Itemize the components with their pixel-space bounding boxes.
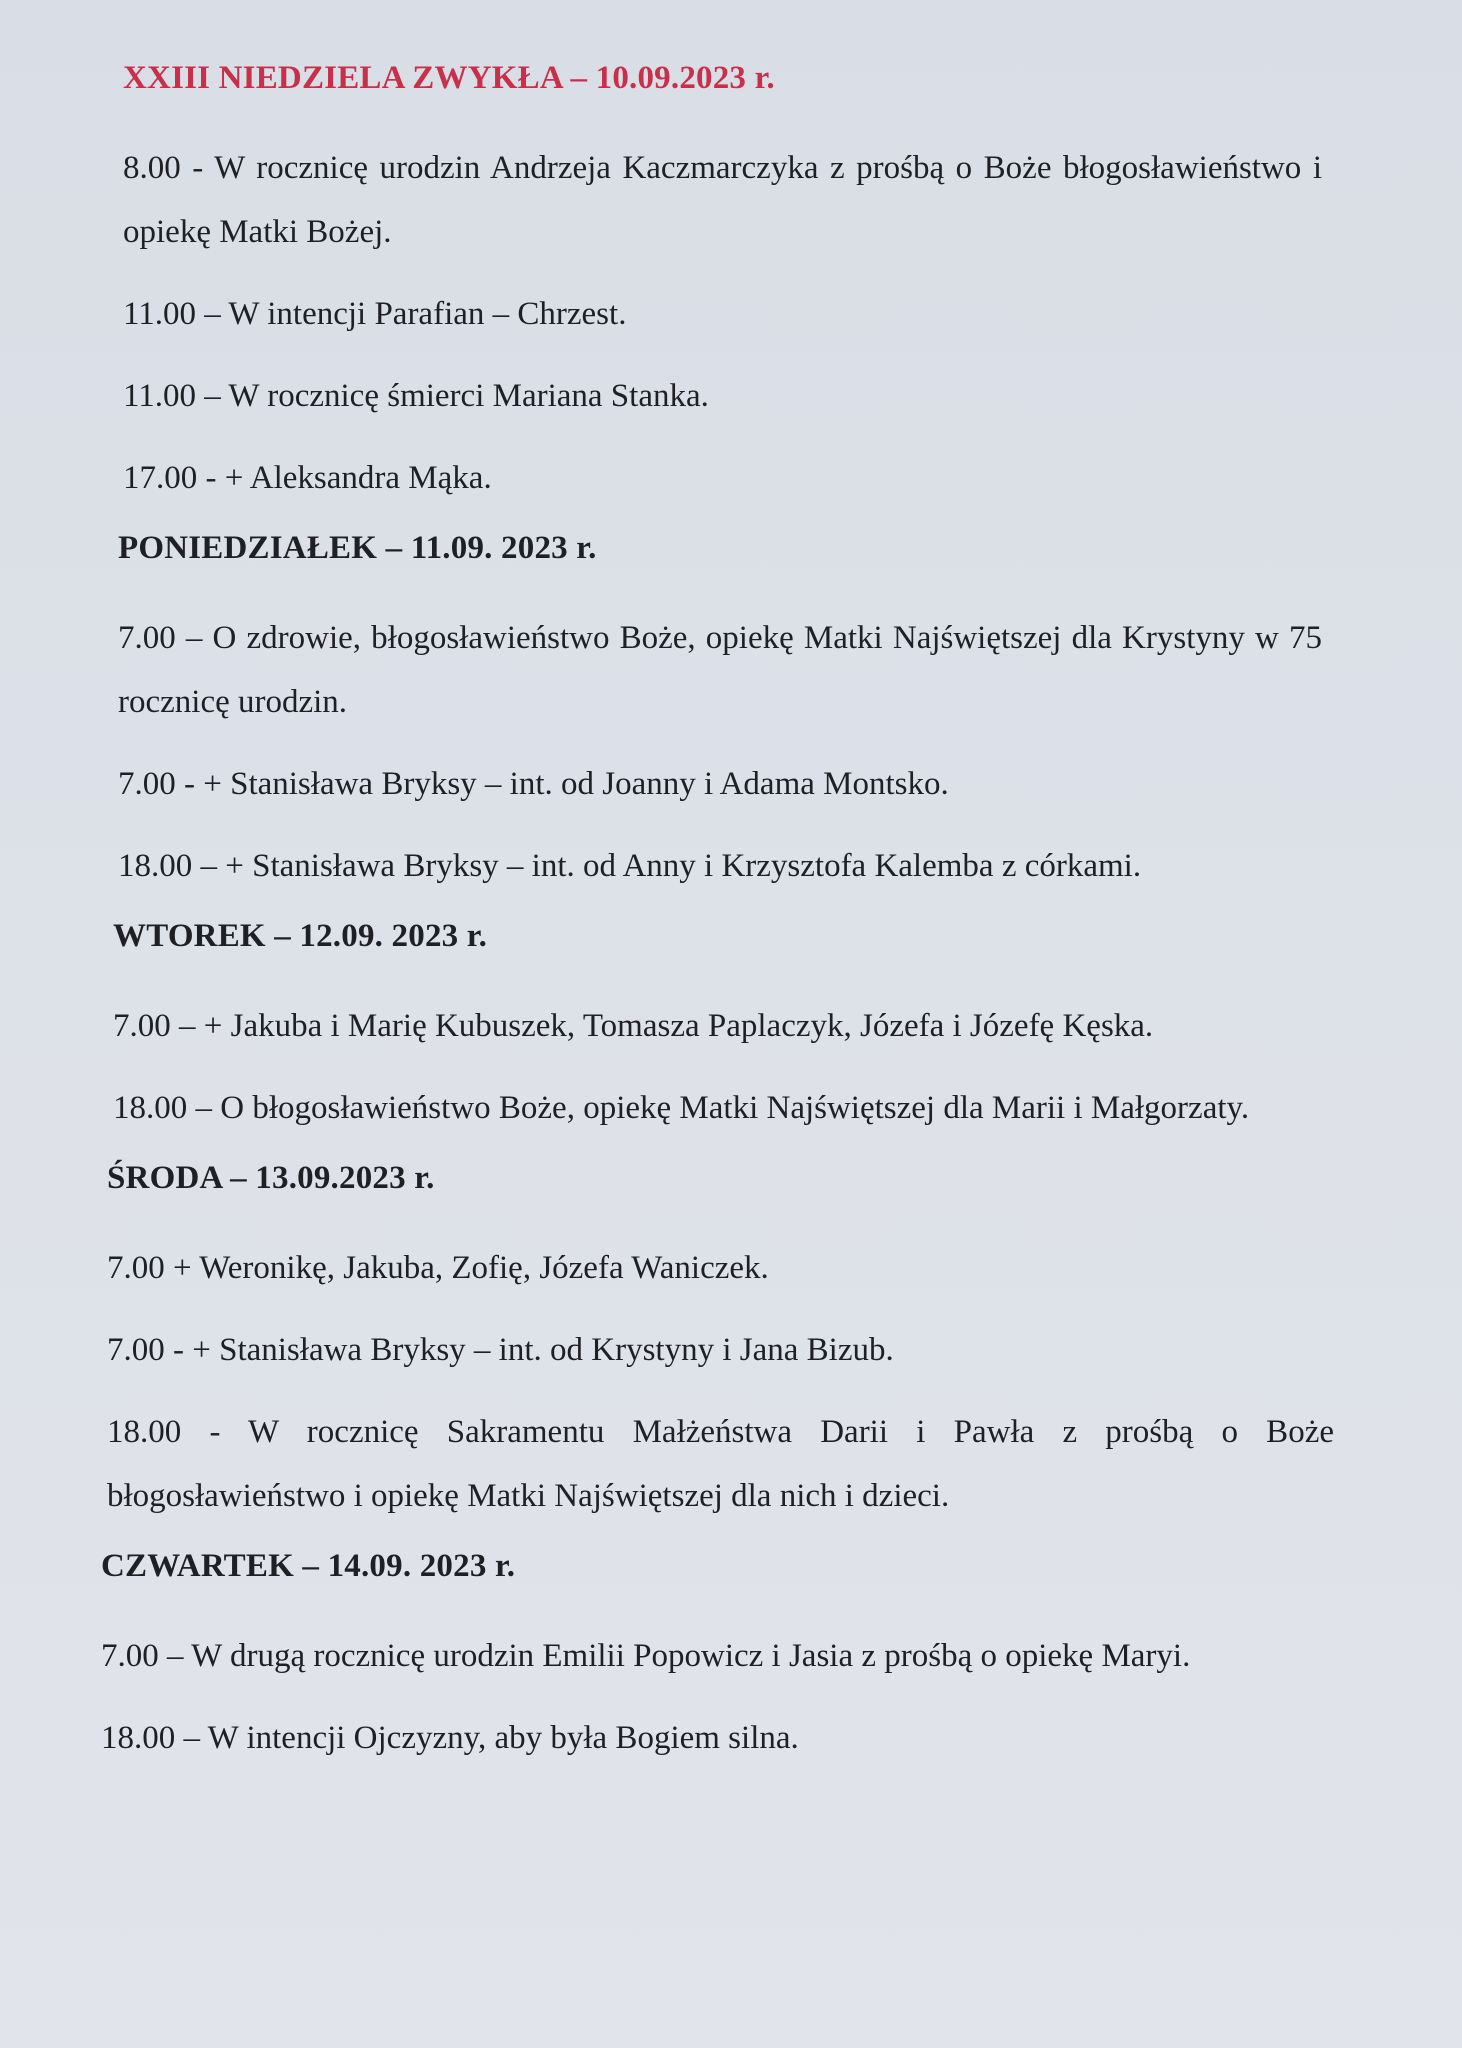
day-tuesday (0, 916, 1462, 1140)
day-heading: CZWARTEK – 14.09. 2023 r. (101, 1548, 516, 1584)
intention-entry: 7.00 - + Stanisława Bryksy – int. od Krystyny i Jana Bizub. (107, 1332, 894, 1368)
day-thursday (0, 1546, 1462, 1770)
intention-entry: 11.00 – W intencji Parafian – Chrzest. (123, 296, 627, 332)
intention-entry: 18.00 - W rocznicę Sakramentu Małżeństwa Darii i Pawła z prośbą o Boże błogosławieństwo i opiekę Matki Najświętszej dla nich i dzieci. (107, 1414, 1334, 1514)
day-heading: WTOREK – 12.09. 2023 r. (113, 918, 488, 954)
day-heading: XXIII NIEDZIELA ZWYKŁA – 10.09.2023 r. (123, 60, 775, 96)
intention-entry: 7.00 – W drugą rocznicę urodzin Emilii Popowicz i Jasia z prośbą o opiekę Maryi. (101, 1638, 1191, 1674)
day-heading: PONIEDZIAŁEK – 11.09. 2023 r. (118, 530, 597, 566)
intention-entry: 7.00 - + Stanisława Bryksy – int. od Joanny i Adama Montsko. (118, 766, 949, 802)
day-wednesday (0, 1158, 1462, 1528)
intention-entry: 7.00 + Weronikę, Jakuba, Zofię, Józefa Waniczek. (107, 1250, 769, 1286)
day-heading: ŚRODA – 13.09.2023 r. (107, 1160, 435, 1196)
day-sunday (0, 58, 1462, 510)
intention-entry: 8.00 - W rocznicę urodzin Andrzeja Kaczmarczyka z prośbą o Boże błogosławieństwo i opiekę Matki Bożej. (123, 150, 1322, 250)
intention-entry: 17.00 - + Aleksandra Mąka. (123, 460, 492, 496)
day-monday (0, 528, 1462, 898)
intention-entry: 18.00 – O błogosławieństwo Boże, opiekę Matki Najświętszej dla Marii i Małgorzaty. (113, 1090, 1250, 1126)
intention-entry: 18.00 – + Stanisława Bryksy – int. od Anny i Krzysztofa Kalemba z córkami. (118, 848, 1142, 884)
intention-entry: 11.00 – W rocznicę śmierci Mariana Stanka. (123, 378, 709, 414)
intention-entry: 7.00 – O zdrowie, błogosławieństwo Boże, opiekę Matki Najświętszej dla Krystyny w 75 rocznicę urodzin. (118, 620, 1322, 720)
intention-entry: 7.00 – + Jakuba i Marię Kubuszek, Tomasza Paplaczyk, Józefa i Józefę Kęska. (113, 1008, 1154, 1044)
intention-entry: 18.00 – W intencji Ojczyzny, aby była Bogiem silna. (101, 1720, 799, 1756)
